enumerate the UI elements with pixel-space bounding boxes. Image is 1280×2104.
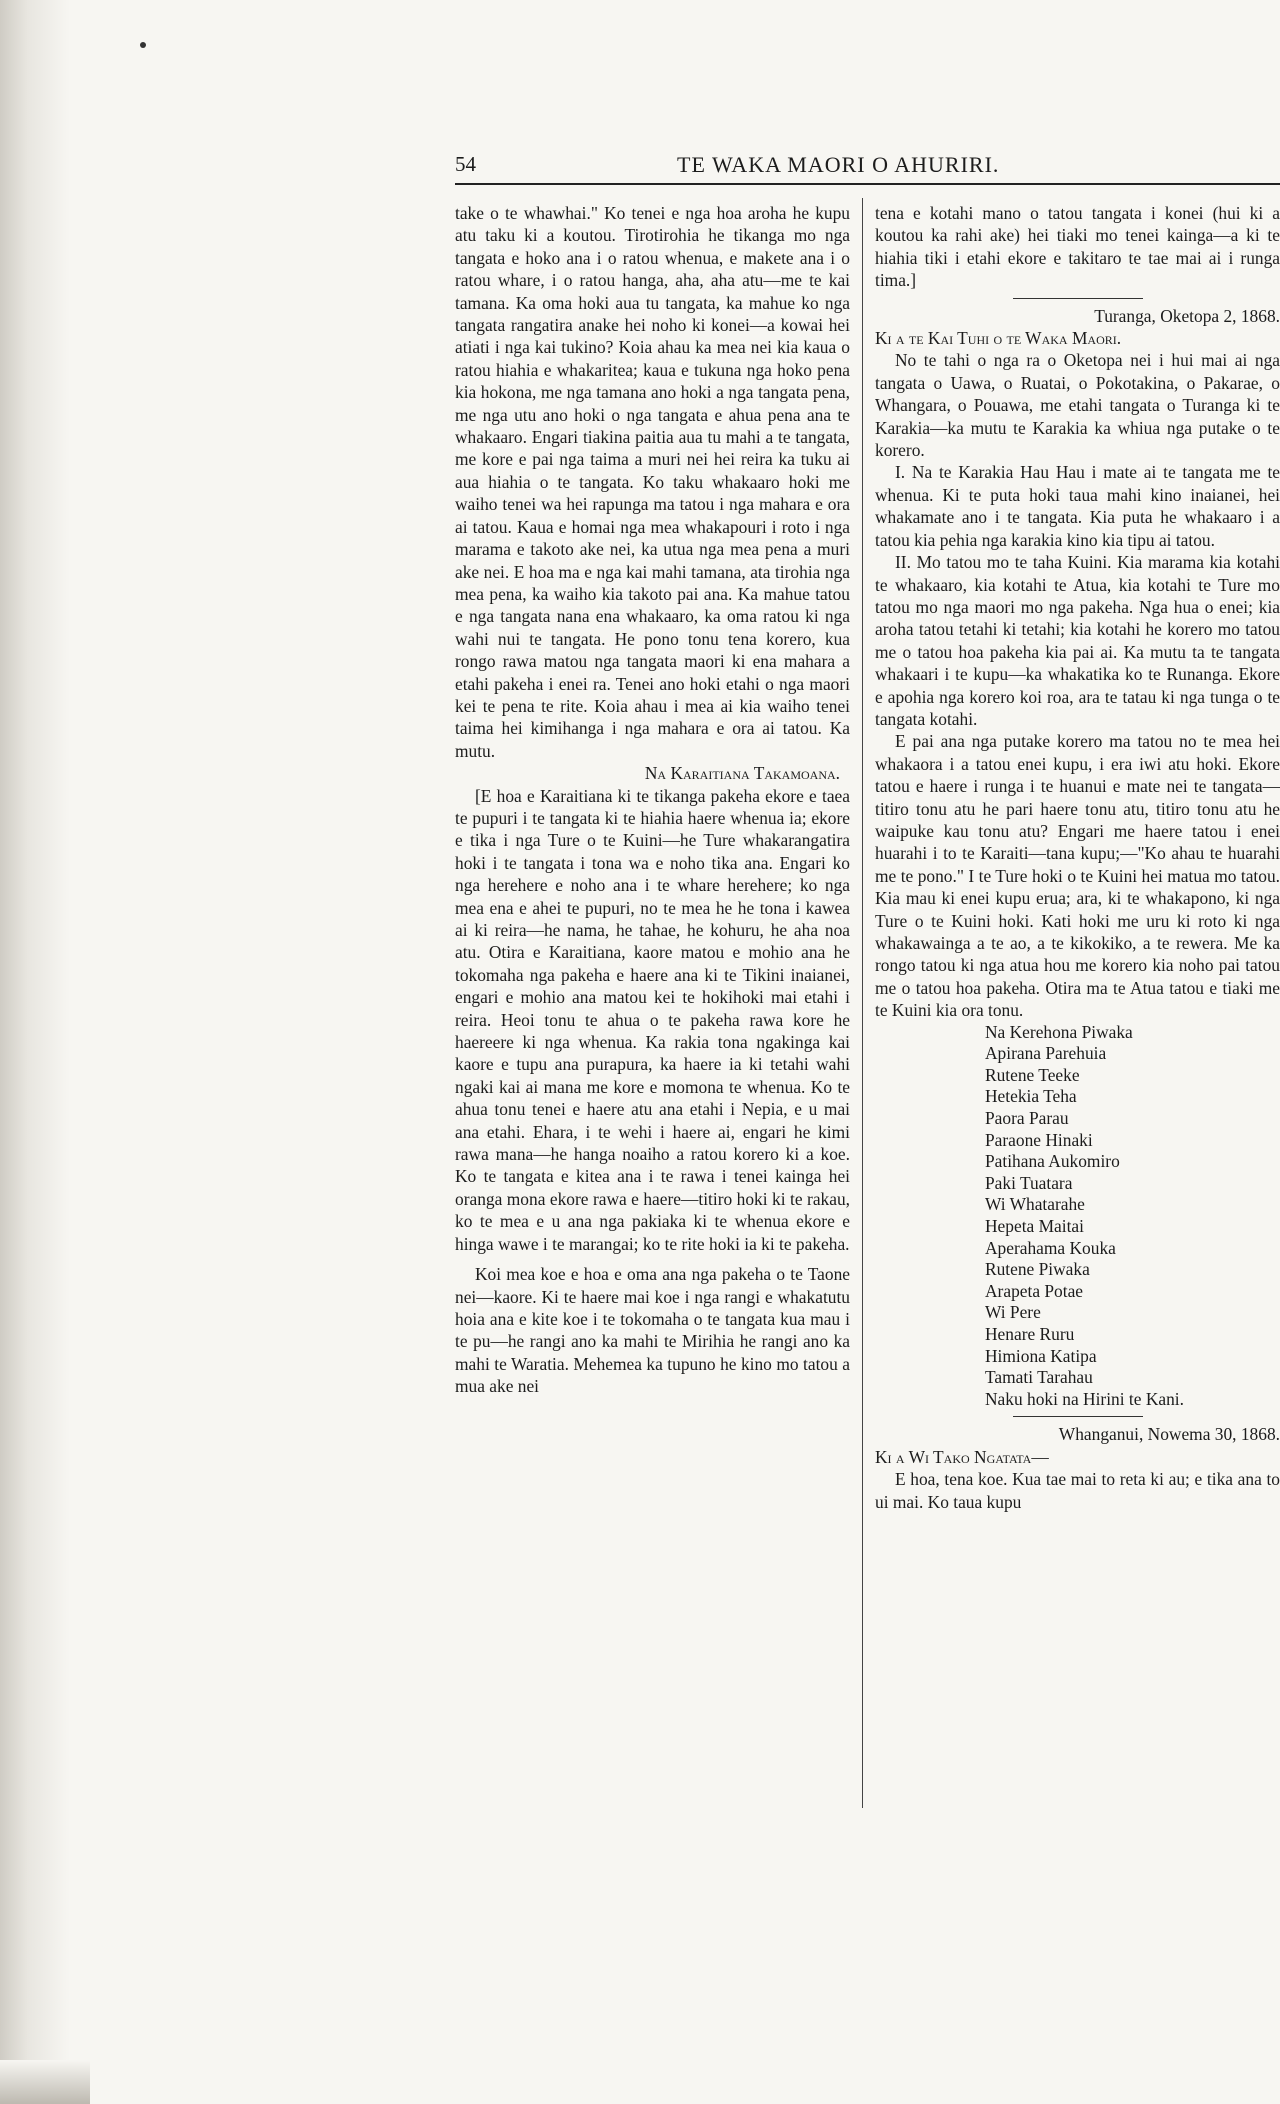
editor-note-part1: [E hoa e Karaitiana ki te tikanga pakeha ekore e taea te pupuri i te tangata ki te hiahia haere whenua ia; ekore e tika i nga Ture o te Kuini—he Ture whakarangatira hoki i te tangata i tona wa e noho tika ana. Engari ko nga herehere e noho ana i te whare herehere; ko nga mea ena e ahei te pupuri, no te mea he he tona i kawea ai ki reira—he nama, he tahae, he kohuru, he aha noa atu. Otira e Karaitiana, kaore matou e mohio ana he tokomaha nga pakeha e haere ana ki te Tikini inaianei, engari e mohio ana matou kei te hokihoki mai etahi i reira. Heoi tonu te ahua o te pakeha rawa kore he haereere ki nga whenua. Ka rakia tona ngakinga kai kaore e tupu ana purapura, ka haere ia ki tetahi wahi ngaki kai ai mana me kore e momona te whenua. Ko te ahua tonu tenei e haere atu ana etahi i Nepia, e u mai ana etahi. Ehara, i te wehi i haere ai, engari he kimi rawa mana—he hanga noaiho a ratou korero ki a koe. Ko te tangata e kitea ana i te rawa i tenei kainga hei oranga mona ekore rawa e haere—titiro hoki ki te rakau, ko te mea e u ana nga pakiaka ki te whenua ekore e hinga wawe i te marangai; ko te rite hoki ia ki te pakeha. — [455, 785, 850, 1254]
column-divider — [862, 198, 863, 1808]
letter2-address: Ki a te Kai Tuhi o te Waka Maori. — [875, 328, 1122, 349]
signatory: Arapeta Potae — [985, 1280, 1084, 1301]
editor-note-part2: Koi mea koe e hoa e oma ana nga pakeha o te Taone nei—kaore. Ki te haere mai koe i nga rangi e whakatutu hoia ana e kite koe i te tokomaha o te tangata kua mau i te pu—he rangi ano ka mahi te Mirihia he rangi ano ka mahi te Waratia. Mehemea ka tupuno he kino mo tatou a mua ake nei — [455, 1264, 850, 1397]
section-rule — [1013, 298, 1143, 299]
signatory: Na Kerehona Piwaka — [985, 1021, 1133, 1042]
right-column — [875, 202, 1280, 1513]
letter3-address: Ki a Wi Tako Ngatata— — [875, 1446, 1049, 1467]
letter3-dateline: Whanganui, Nowema 30, 1868. — [1058, 1424, 1280, 1445]
letter2-closing: E pai ana nga putake korero ma tatou no te mea hei whakaora i a tatou enei kupu, i era iwi atu hoki. Ekore tatou e haere i runga i te huanui e mate nei te tangata—titiro tonu atu he pari haere tonu atu, titiro tonu atu he waipuke kau tonu atu? Engari me haere tatou i enei huarahi i to te Karaiti—tana kupu;—"Ko ahau te huarahi me te pono." I te Ture hoki o te Kuini hei matua mo tatou. Kia mau ki enei kupu erua; ara, ki te whakapono, ki nga Ture o te Kuini hoki. Kati hoki me uru ki roto ki nga whakawainga a te ao, a te kikokiko, a te rewera. Me ka rongo tatou ki nga atua hou me korero kia noho pai tatou me o tatou hoa pakeha. Otira ma te Atua tatou e tiaki me te Kuini kia ora tonu. — [875, 731, 1280, 1021]
signatory: Wi Whatarahe — [985, 1194, 1085, 1215]
signatory-final: Naku hoki na Hirini te Kani. — [985, 1388, 1184, 1409]
letter3-start: E hoa, tena koe. Kua tae mai to reta ki au; e tika ana to ui mai. Ko taua kupu — [875, 1469, 1280, 1512]
running-head — [455, 152, 1280, 186]
page-number: 54 — [455, 152, 476, 176]
scan-bottom-shadow — [0, 2060, 90, 2104]
letter1-body: take o te whawhai." Ko tenei e nga hoa aroha he kupu atu taku ki a koutou. Tirotirohia he tikanga mo nga tangata e hoko ana i o ratou whenua, e makete ana i o ratou whare, i o ratou hanga, aha, aha atu—me te kai tamana. Ka oma hoki aua tu tangata, ka mahue ko nga tangata rangatira anake hei noho ki konei—a kowai hei atiati i nga kai tukino? Koia ahau ka mea nei kia kaua o ratou hiahia e whakaritea; kaua e tukuna nga hoko pena kia hokona, me nga tamana ano hoki a nga tangata pena, me nga utu ano hoki o nga tangata e ahua pena ana te whakaaro. Engari tiakina paitia aua tu mahi a te tangata, me kore e pai nga taima a muri nei hei reira ka tuku ai aua hiahia o te tangata. Ko taku whakaaro hoki me waiho tenei wa hei rapunga ma tatou i nga mahara e ora ai tatou. Kaua e homai nga mea whakapouri i roto i nga marama e takoto ake nei, ka utua nga mea pena a muri ake nei. E hoa ma e nga kai mahi tamana, ata tirohia nga mea pena, ka waiho kia takoto pai ana. Ka mahue tatou e nga tangata nana ena whakaaro, ka oma ratou ki nga wahi nui te tangata. He pono tonu tena korero, kua rongo rawa matou nga tangata maori ki ena mahara a etahi pakeha i enei ra. Tenei ano hoki etahi o nga maori kei te pena te rite. Koia ahau i mea ai kia waiho tenei taima hei kimihanga i nga mahara e ora ai tatou. Ka mutu. — [455, 203, 850, 761]
signatory: Paraone Hinaki — [985, 1129, 1093, 1150]
signatory: Hepeta Maitai — [985, 1215, 1084, 1236]
header-rule — [455, 183, 1280, 185]
signatory: Hetekia Teha — [985, 1086, 1077, 1107]
signatory: Wi Pere — [985, 1302, 1041, 1323]
signatory: Henare Ruru — [985, 1323, 1075, 1344]
signatory: Paki Tuatara — [985, 1172, 1073, 1193]
signatory: Rutene Teeke — [985, 1064, 1080, 1085]
signatory: Himiona Katipa — [985, 1345, 1097, 1366]
letter2-point-1: I. Na te Karakia Hau Hau i mate ai te tangata me te whenua. Ki te puta hoki taua mahi kino inaianei, hei whakamate ano i te tangata. Kia puta he whakaaro i a tatou kia pehia nga karakia kino kia tipu ai tatou. — [875, 462, 1280, 550]
scan-margin-shadow — [0, 0, 70, 2104]
signatory: Aperahama Kouka — [985, 1237, 1116, 1258]
editor-note-end: tena e kotahi mano o tatou tangata i konei (hui ki a koutou ka rahi ake) hei tiaki mo tenei kainga—a ki te hiahia tiki i etahi ekore e takitaro te tae mai ai i runga tima.] — [875, 203, 1280, 291]
section-rule — [1013, 1416, 1143, 1417]
signatory: Paora Parau — [985, 1108, 1069, 1128]
letter2-intro: No te tahi o nga ra o Oketopa nei i hui mai ai nga tangata o Uawa, o Ruatai, o Pokotakina, o Pakarae, o Whangara, o Pouawa, me etahi tangata o Turanga ki te Karakia—ka mutu te Karakia ka whiua nga putake o te korero. — [875, 350, 1280, 461]
scan-speck — [140, 42, 146, 48]
signatory-list — [875, 1022, 1280, 1411]
left-column — [455, 202, 850, 1398]
signatory: Tamati Tarahau — [985, 1367, 1093, 1388]
signatory: Rutene Piwaka — [985, 1259, 1090, 1280]
signatory: Patihana Aukomiro — [985, 1151, 1120, 1172]
letter2-dateline: Turanga, Oketopa 2, 1868. — [1094, 305, 1280, 326]
journal-title: TE WAKA MAORI O AHURIRI. — [677, 152, 1000, 177]
letter2-point-2: II. Mo tatou mo te taha Kuini. Kia marama kia kotahi te whakaaro, kia kotahi te Atua, kia kotahi te Ture mo tatou mo nga maori mo nga pakeha. Nga hua o enei; kia aroha tatou tetahi ki tetahi; kia kotahi he korero mo tatou me o tatou hoa pakeha kia pai ai. Ka mutu ta te tangata whakaari i te kupu—ka whakatika ko te Runanga. Ekore e apohia nga korero koi roa, ara te tatau ki nga tunga o te tangata kotahi. — [875, 552, 1280, 729]
signatory: Apirana Parehuia — [985, 1043, 1107, 1064]
letter1-signature: Na Karaitiana Takamoana. — [644, 763, 840, 784]
